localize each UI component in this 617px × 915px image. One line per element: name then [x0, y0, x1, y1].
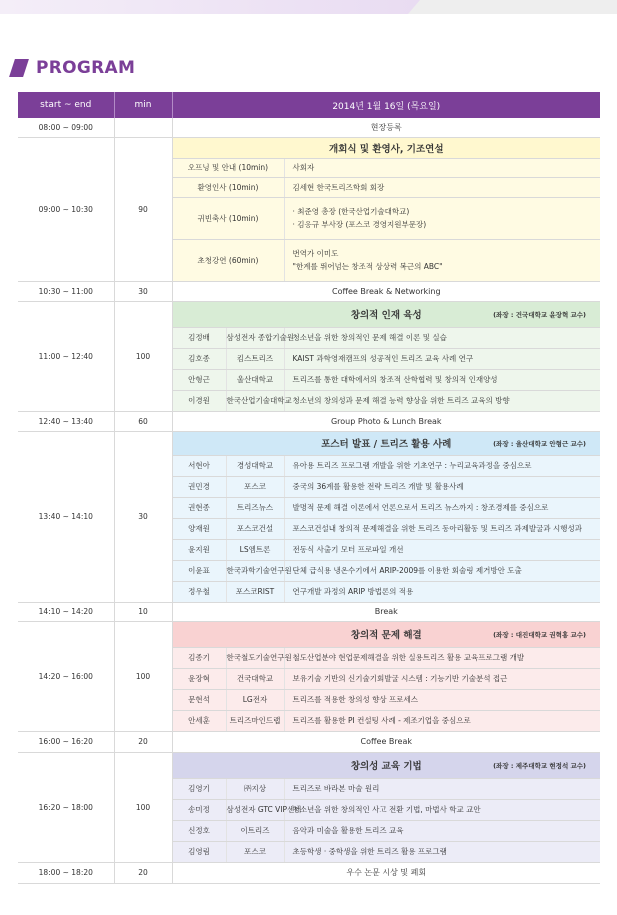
row-text: Coffee Break: [172, 731, 600, 752]
item-desc: 연구개발 과정의 ARIP 방법론의 적용: [284, 581, 600, 602]
session-time: 13:40 ~ 14:10: [18, 431, 114, 602]
row-min: 20: [114, 862, 172, 883]
row-text: 우수 논문 시상 및 폐회: [172, 862, 600, 883]
item-desc: 트리즈를 통한 대학에서의 창조적 산학협력 및 창의적 인재양성: [284, 369, 600, 390]
header-date: 2014년 1월 16일 (목요일): [172, 92, 600, 118]
session-title: 창의적 인재 육성: [350, 310, 422, 321]
row-time: 14:10 ~ 14:20: [18, 602, 114, 621]
session-time: 11:00 ~ 12:40: [18, 301, 114, 411]
header-min: min: [114, 92, 172, 118]
row-min: [114, 118, 172, 137]
item-name: 문현석: [172, 689, 226, 710]
item-affiliation: 이트리즈: [226, 820, 284, 841]
item-label: 오프닝 및 안내 (10min): [172, 158, 284, 177]
item-affiliation: LS엠트론: [226, 539, 284, 560]
item-affiliation: 포스코RIST: [226, 581, 284, 602]
item-desc: 보유기술 기반의 신기술기회발굴 시스템 : 기능기반 기술분석 접근: [284, 668, 600, 689]
item-name: 송미정: [172, 799, 226, 820]
row-min: 60: [114, 411, 172, 431]
session-min: 90: [114, 137, 172, 281]
item-name: 이경원: [172, 390, 226, 411]
row-time: 10:30 ~ 11:00: [18, 281, 114, 301]
row-time: 08:00 ~ 09:00: [18, 118, 114, 137]
item-name: 김영기: [172, 778, 226, 799]
item-desc: 음악과 미술을 활용한 트리즈 교육: [284, 820, 600, 841]
session-title-row: [18, 621, 600, 647]
item-name: 신정호: [172, 820, 226, 841]
table-row: [18, 731, 600, 752]
session-time: 09:00 ~ 10:30: [18, 137, 114, 281]
item-affiliation: LG전자: [226, 689, 284, 710]
item-affiliation: 트리즈마인드랩: [226, 710, 284, 731]
item-desc: 전동식 사출기 모터 프로파일 개선: [284, 539, 600, 560]
session-min: 30: [114, 431, 172, 602]
item-label: 초청강연 (60min): [172, 239, 284, 281]
item-desc: 트리즈를 적용한 창의성 향상 프로세스: [284, 689, 600, 710]
item-name: 권민경: [172, 476, 226, 497]
top-decoration: [0, 0, 617, 14]
session-title-row: [18, 301, 600, 327]
table-row: [18, 862, 600, 883]
item-name: 김호종: [172, 348, 226, 369]
item-label: 귀빈축사 (10min): [172, 197, 284, 239]
item-name: 김영림: [172, 841, 226, 862]
row-time: 12:40 ~ 13:40: [18, 411, 114, 431]
session-min: 100: [114, 752, 172, 862]
item-affiliation: 한국과학기술연구원: [226, 560, 284, 581]
item-desc-line: 번역가 이미도: [292, 249, 339, 258]
item-name: 권현종: [172, 497, 226, 518]
table-row: [18, 602, 600, 621]
row-text: Coffee Break & Networking: [172, 281, 600, 301]
item-name: 서현아: [172, 455, 226, 476]
session-title-row: [18, 137, 600, 158]
session-chair: (좌장 : 울산대학교 안형근 교수): [493, 439, 587, 448]
item-name: 윤지원: [172, 539, 226, 560]
item-affiliation: 삼성전자 종합기술원: [226, 327, 284, 348]
item-desc: 중국의 36계를 활용한 전략 트리즈 개발 및 활용사례: [284, 476, 600, 497]
row-min: 30: [114, 281, 172, 301]
item-desc: 단체 급식용 냉온수기에서 ARIP-2009를 이용한 회술링 제거방안 도출: [284, 560, 600, 581]
item-desc-line: "한계를 뛰어넘는 창조적 상상력 복근의 ABC": [292, 262, 443, 271]
item-affiliation: 건국대학교: [226, 668, 284, 689]
item-name: 윤장혁: [172, 668, 226, 689]
item-label: 환영인사 (10min): [172, 177, 284, 197]
session-time: 14:20 ~ 16:00: [18, 621, 114, 731]
item-desc: 청소년을 위한 창의적인 사고 전환 기법, 마법사 학교 교안: [284, 799, 600, 820]
item-affiliation: 트리즈뉴스: [226, 497, 284, 518]
item-desc: 청소년의 창의성과 문제 해결 능력 향상을 위한 트리즈 교육의 방향: [284, 390, 600, 411]
session-title: 개회식 및 환영사, 기조연설: [329, 143, 444, 155]
slash-icon: [9, 59, 29, 77]
session-title: 창의적 문제 해결: [350, 630, 422, 641]
section-heading: [12, 58, 135, 78]
session-title-row: [18, 752, 600, 778]
item-affiliation: 울산대학교: [226, 369, 284, 390]
session-min: 100: [114, 301, 172, 411]
session-title: 창의성 교육 기법: [350, 761, 422, 772]
item-desc: 김세현 한국트리즈학회 회장: [284, 177, 600, 197]
table-row: [18, 118, 600, 137]
item-name: 안세훈: [172, 710, 226, 731]
program-table: [18, 92, 600, 884]
item-name: 양재원: [172, 518, 226, 539]
item-affiliation: 포스코건설: [226, 518, 284, 539]
item-desc: 트리즈를 활용한 PI 컨설팅 사례 - 제조기업을 중심으로: [284, 710, 600, 731]
item-desc: KAIST 과학영재캠프의 성공적인 트리즈 교육 사례 연구: [284, 348, 600, 369]
item-name: 김종기: [172, 647, 226, 668]
item-affiliation: 포스코: [226, 841, 284, 862]
header-time: start ~ end: [18, 92, 114, 118]
row-text: Break: [172, 602, 600, 621]
row-time: 16:00 ~ 16:20: [18, 731, 114, 752]
row-time: 18:00 ~ 18:20: [18, 862, 114, 883]
item-desc: 사회자: [284, 158, 600, 177]
item-desc: 철도산업분야 현업문제해결을 위한 실용트리즈 활용 교육프로그램 개발: [284, 647, 600, 668]
item-affiliation: 킴스트리즈: [226, 348, 284, 369]
item-desc: 발명적 문제 해결 이론에서 언론으로서 트리즈 뉴스까지 : 창조경제를 중심으로: [284, 497, 600, 518]
session-min: 100: [114, 621, 172, 731]
item-affiliation: 삼성전자 GTC VIP센터: [226, 799, 284, 820]
session-title: 포스터 발표 / 트리즈 활용 사례: [321, 439, 452, 450]
item-affiliation: ㈜지상: [226, 778, 284, 799]
item-affiliation: 경성대학교: [226, 455, 284, 476]
item-desc-line: · 최준영 총장 (한국산업기술대학교): [292, 207, 410, 216]
item-desc-line: · 김응규 부사장 (포스코 경영지원부문장): [292, 220, 427, 229]
item-affiliation: 한국산업기술대학교: [226, 390, 284, 411]
page-title: PROGRAM: [36, 58, 136, 78]
session-title-row: [18, 431, 600, 455]
session-chair: (좌장 : 대진대학교 권혁홍 교수): [493, 630, 587, 639]
session-time: 16:20 ~ 18:00: [18, 752, 114, 862]
item-name: 안형근: [172, 369, 226, 390]
session-chair: (좌장 : 제주대학교 현정석 교수): [493, 761, 587, 770]
item-name: 정우철: [172, 581, 226, 602]
session-chair: (좌장 : 건국대학교 윤장혁 교수): [493, 310, 587, 319]
item-affiliation: 한국철도기술연구원: [226, 647, 284, 668]
item-name: 김정배: [172, 327, 226, 348]
item-desc: 유아용 트리즈 프로그램 개발을 위한 기초연구 : 누리교육과정을 중심으로: [284, 455, 600, 476]
item-desc: 포스코건설내 창의적 문제해결을 위한 트리즈 동아리활동 및 트리즈 과제발굴과 시행성과: [284, 518, 600, 539]
item-affiliation: 포스코: [226, 476, 284, 497]
row-min: 20: [114, 731, 172, 752]
table-row: [18, 281, 600, 301]
row-min: 10: [114, 602, 172, 621]
item-desc: 트리즈로 바라본 마술 원리: [284, 778, 600, 799]
row-text: Group Photo & Lunch Break: [172, 411, 600, 431]
item-name: 이윤표: [172, 560, 226, 581]
row-text: 현장등록: [172, 118, 600, 137]
table-row: [18, 411, 600, 431]
item-desc: 초등학생 · 중학생을 위한 트리즈 활용 프로그램: [284, 841, 600, 862]
item-desc: 청소년을 위한 창의적인 문제 해결 이론 및 실습: [284, 327, 600, 348]
table-header: [18, 92, 600, 118]
